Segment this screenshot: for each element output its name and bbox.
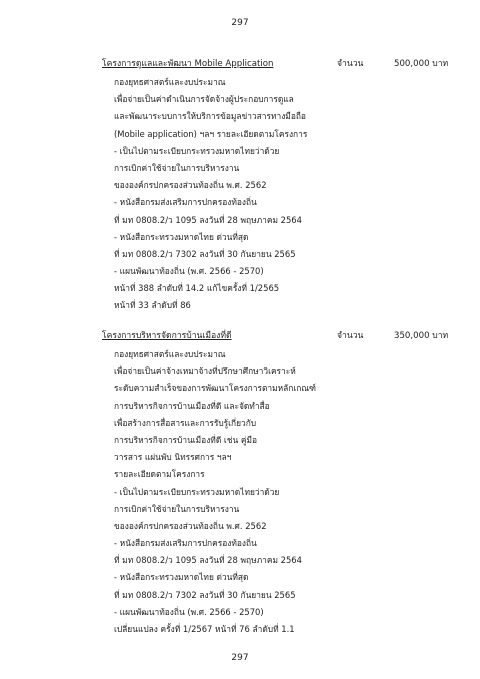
project-title: โครงการบริหารจัดการบ้านเมืองที่ดี bbox=[102, 331, 232, 341]
description-line: (Mobile application) ฯลฯ รายละเอียดตามโครงการ bbox=[114, 128, 308, 139]
description-line: การเบิกค่าใช้จ่ายในการบริหารงาน bbox=[114, 162, 240, 173]
description-line: การบริหารกิจการบ้านเมืองที่ดี เช่น คู่มือ bbox=[114, 434, 258, 445]
description-line: ที่ มท 0808.2/ว 1095 ลงวันที่ 28 พฤษภาคม 2564 bbox=[114, 214, 302, 225]
description-line: เพื่อจ่ายเป็นค่าดำเนินการจัดจ้างผู้ประกอบการดูแล bbox=[114, 94, 294, 105]
description-line: - หนังสือกระทรวงมหาดไทย ด่วนที่สุด bbox=[114, 231, 249, 242]
project-unit-label: จำนวน bbox=[337, 59, 364, 69]
description-line: เพื่อสร้างการสื่อสารและการรับรู้เกี่ยวกับ bbox=[114, 417, 257, 428]
project-amount: 500,000 บาท bbox=[394, 59, 449, 69]
project-unit-label: จำนวน bbox=[337, 331, 364, 341]
description-line: ที่ มท 0808.2/ว 7302 ลงวันที่ 30 กันยายน 2565 bbox=[114, 248, 296, 259]
project-description bbox=[114, 346, 462, 638]
description-line: ที่ มท 0808.2/ว 1095 ลงวันที่ 28 พฤษภาคม 2564 bbox=[114, 555, 302, 566]
project-header bbox=[102, 328, 462, 346]
page-number-bottom: 297 bbox=[231, 653, 249, 663]
description-line: - หนังสือกรมส่งเสริมการปกครองท้องถิ่น bbox=[114, 538, 257, 549]
description-line: กองยุทธศาสตร์และงบประมาณ bbox=[114, 77, 226, 87]
page-number-top: 297 bbox=[231, 18, 249, 28]
description-line: ที่ มท 0808.2/ว 7302 ลงวันที่ 30 กันยายน 2565 bbox=[114, 589, 296, 600]
description-line: - แผนพัฒนาท้องถิ่น (พ.ศ. 2566 - 2570) bbox=[114, 266, 264, 277]
description-line: กองยุทธศาสตร์และงบประมาณ bbox=[114, 349, 226, 359]
description-line: - เป็นไปตามระเบียบกระทรวงมหาดไทยว่าด้วย bbox=[114, 145, 280, 156]
description-line: - แผนพัฒนาท้องถิ่น (พ.ศ. 2566 - 2570) bbox=[114, 606, 264, 617]
description-line: วารสาร แผ่นพับ นิทรรศการ ฯลฯ bbox=[114, 452, 232, 463]
description-line: การเบิกค่าใช้จ่ายในการบริหารงาน bbox=[114, 503, 240, 514]
project-description bbox=[114, 74, 462, 315]
description-line: เพื่อจ่ายเป็นค่าจ้างเหมาจ้างที่ปรึกษาศึกษาวิเคราะห์ bbox=[114, 366, 296, 377]
project-block-good-governance bbox=[102, 328, 462, 638]
description-line: รายละเอียดตามโครงการ bbox=[114, 469, 205, 480]
description-line: - หนังสือกรมส่งเสริมการปกครองท้องถิ่น bbox=[114, 197, 257, 208]
description-line: - หนังสือกระทรวงมหาดไทย ด่วนที่สุด bbox=[114, 572, 249, 583]
description-line: หน้าที่ 33 ลำดับที่ 86 bbox=[114, 300, 191, 311]
project-title: โครงการดูแลและพัฒนา Mobile Application bbox=[102, 59, 274, 69]
description-line: และพัฒนาระบบการให้บริการข้อมูลข่าวสารทางมือถือ bbox=[114, 111, 306, 122]
description-line: ขององค์กรปกครองส่วนท้องถิ่น พ.ศ. 2562 bbox=[114, 180, 267, 191]
description-line: เปลี่ยนแปลง ครั้งที่ 1/2567 หน้าที่ 76 ลำดับที่ 1.1 bbox=[114, 624, 295, 634]
description-line: - เป็นไปตามระเบียบกระทรวงมหาดไทยว่าด้วย bbox=[114, 486, 280, 497]
project-amount: 350,000 บาท bbox=[394, 331, 449, 341]
description-line: การบริหารกิจการบ้านเมืองที่ดี และจัดทำสื่อ bbox=[114, 400, 270, 411]
project-block-mobile-application bbox=[102, 56, 462, 315]
description-line: ขององค์กรปกครองส่วนท้องถิ่น พ.ศ. 2562 bbox=[114, 520, 267, 531]
project-header bbox=[102, 56, 462, 74]
description-line: ระดับความสำเร็จของการพัฒนาโครงการตามหลักเกณฑ์ bbox=[114, 383, 316, 394]
description-line: หน้าที่ 388 ลำดับที่ 14.2 แก้ไขครั้งที่ 1/2565 bbox=[114, 283, 280, 294]
